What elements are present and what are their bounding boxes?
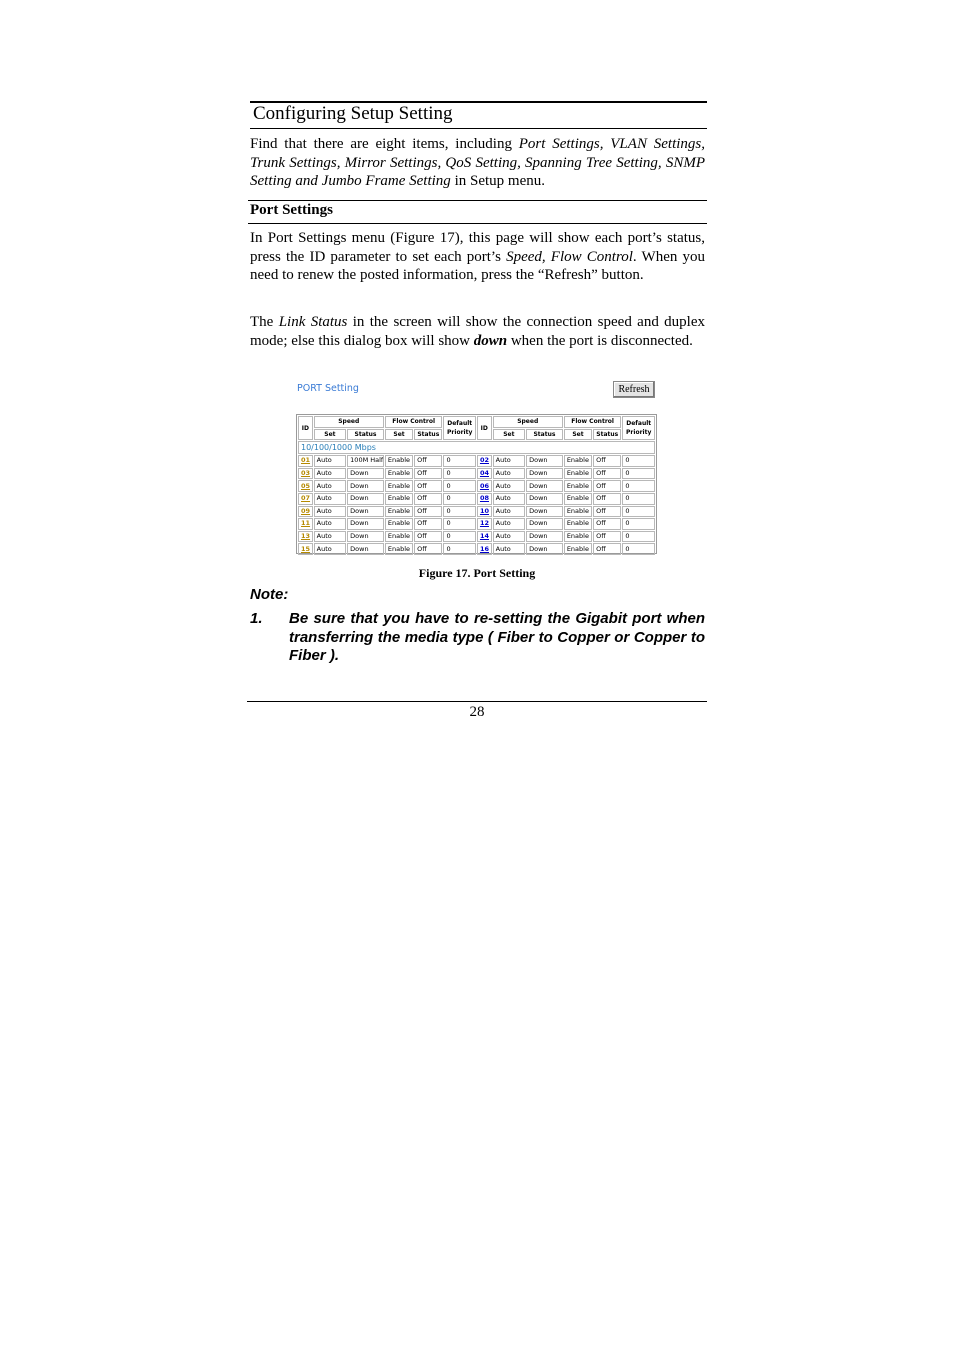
port-cell: Enable [564,531,592,543]
para2-text-b: in the screen will show the connection speed and duplex mode; else this dialog box will show [250,314,706,349]
port-cell: Enable [385,506,413,518]
port-settings-paragraph [250,229,705,285]
port-cell: 0 [443,493,476,505]
subsection-title: Port Settings [250,202,333,218]
port-cell: Enable [385,543,413,555]
band-label: 10/100/1000 Mbps [298,441,655,454]
port-id-link[interactable]: 04 [479,469,489,478]
port-cell: Down [526,468,563,480]
port-cell: Down [347,468,384,480]
port-cell: Down [347,493,384,505]
port-cell: Down [347,518,384,530]
figure-caption: Figure 17. Port Setting [418,566,536,580]
port-id-cell[interactable] [477,455,492,467]
port-cell: 0 [622,543,655,555]
port-id-cell[interactable] [477,480,492,492]
port-id-link[interactable]: 06 [479,481,489,490]
port-cell: 0 [622,480,655,492]
port-cell: Down [526,480,563,492]
port-id-link[interactable]: 16 [479,544,489,553]
port-id-link[interactable]: 02 [479,456,489,465]
intro-items: Port Settings, VLAN Settings, Trunk Settings, Mirror Settings, QoS Setting, Spanning Tree Setting, SNMP Setting and Jumbo Frame Setting [250,136,705,190]
port-cell: Off [414,493,442,505]
port-cell: Enable [564,480,592,492]
header-row-1 [298,416,655,428]
port-cell: Auto [314,543,347,555]
port-cell: Off [593,543,621,555]
port-cell: 0 [443,506,476,518]
table-row [298,455,655,467]
port-cell: Auto [314,468,347,480]
port-cell: Off [593,480,621,492]
subhead-top-rule [248,200,707,201]
port-cell: Auto [314,455,347,467]
port-cell: 0 [443,531,476,543]
header-flow-status: Status [414,429,442,441]
header-flow-set: Set [385,429,413,441]
port-cell: Enable [564,518,592,530]
port-id-cell[interactable] [477,493,492,505]
port-cell: 0 [443,480,476,492]
port-cell: Auto [493,531,526,543]
port-cell: Off [414,480,442,492]
title-bottom-rule [250,128,707,129]
header-id: ID [298,416,313,440]
header-flow-control-2: Flow Control [564,416,622,428]
table-row [298,543,655,555]
port-cell: Off [414,518,442,530]
refresh-button[interactable]: Refresh [613,381,655,398]
header-id-2: ID [477,416,492,440]
para2-text-a: The [250,314,279,330]
port-cell: 0 [622,468,655,480]
table-row [298,493,655,505]
port-id-link[interactable]: 14 [479,532,489,541]
port-cell: Off [414,468,442,480]
table-row [298,506,655,518]
para1-text-a: In Port Settings menu (Figure 17), this page will show each port’s status, press the ID parameter to set each port’s [250,230,705,265]
note-text: Be sure that you have to re-setting the Gigabit port when transferring the media type ( Fiber to Copper or Copper to Fiber ). [289,610,705,665]
header-flow-set-2: Set [564,429,592,441]
port-id-cell[interactable] [477,543,492,555]
port-cell: Off [414,455,442,467]
header-speed-set-2: Set [493,429,526,441]
port-id-link[interactable]: 13 [301,532,311,541]
port-cell: Enable [564,506,592,518]
port-cell: Off [593,506,621,518]
port-cell: Enable [385,493,413,505]
port-rows [298,455,655,555]
port-cell: Auto [493,480,526,492]
port-cell: Down [526,493,563,505]
header-speed-status-2: Status [526,429,563,441]
port-cell: Off [593,468,621,480]
port-id-cell[interactable] [298,480,313,492]
port-cell: Off [414,506,442,518]
port-id-cell[interactable] [298,468,313,480]
port-id-link[interactable]: 11 [301,519,311,528]
port-id-link[interactable]: 01 [301,456,311,465]
subhead-bottom-rule [248,223,707,224]
port-id-link[interactable]: 05 [301,481,311,490]
port-cell: Auto [314,480,347,492]
port-id-cell[interactable] [477,506,492,518]
table-row [298,531,655,543]
port-cell: Auto [314,506,347,518]
port-id-cell[interactable] [477,468,492,480]
port-table [296,414,657,554]
port-cell: Auto [493,468,526,480]
para1-text-b: . When you need to renew the posted information, press the “Refresh” button. [250,248,705,284]
para2-down: down [473,332,508,349]
port-cell: Down [347,543,384,555]
section-title: Configuring Setup Setting [253,103,453,124]
port-cell: 0 [622,531,655,543]
port-cell: Enable [385,455,413,467]
port-id-cell[interactable] [298,531,313,543]
port-cell: Down [347,506,384,518]
port-cell: Down [526,518,563,530]
port-cell: Auto [314,531,347,543]
header-default-priority-2: Default Priority [622,416,655,440]
header-speed: Speed [314,416,384,428]
port-cell: Down [526,455,563,467]
port-cell: 0 [443,543,476,555]
header-speed-2: Speed [493,416,563,428]
port-cell: 0 [622,493,655,505]
port-cell: Down [526,531,563,543]
port-cell: Enable [385,468,413,480]
port-cell: Off [593,493,621,505]
port-cell: Down [526,506,563,518]
port-cell: Down [347,531,384,543]
port-cell: Auto [314,518,347,530]
note-number: 1. [250,610,263,627]
port-cell: Enable [385,518,413,530]
port-cell: 0 [443,455,476,467]
port-id-link[interactable]: 12 [479,519,489,528]
port-cell: Enable [564,455,592,467]
header-default-priority: Default Priority [443,416,476,440]
port-cell: Off [593,518,621,530]
port-id-cell[interactable] [477,518,492,530]
port-id-link[interactable]: 09 [301,506,311,515]
port-cell: Enable [385,480,413,492]
port-cell: Auto [493,506,526,518]
port-cell: Off [414,531,442,543]
port-settings-table [297,415,656,556]
port-cell: 0 [443,518,476,530]
para2-text-c: when the port is disconnected. [507,332,693,349]
port-cell: 0 [443,468,476,480]
link-status-paragraph [250,313,705,350]
page-number: 28 [469,704,485,720]
port-cell: Auto [493,493,526,505]
port-cell: Auto [314,493,347,505]
port-cell: Down [526,543,563,555]
intro-text-b: in Setup menu. [450,173,545,190]
port-cell: 0 [622,518,655,530]
port-setting-title: PORT Setting [297,383,359,394]
port-id-link[interactable]: 07 [301,494,311,503]
port-cell: Enable [385,531,413,543]
table-row [298,480,655,492]
footer-rule [247,701,707,702]
port-id-cell[interactable] [298,506,313,518]
port-cell: 0 [622,455,655,467]
port-cell: Auto [493,518,526,530]
port-cell: Enable [564,543,592,555]
port-id-link[interactable]: 08 [479,494,489,503]
port-id-link[interactable]: 15 [301,544,311,553]
port-cell: Auto [493,543,526,555]
table-row [298,468,655,480]
intro-paragraph [250,135,705,191]
header-flow-control: Flow Control [385,416,443,428]
para2-italic: Link Status [278,314,348,330]
header-flow-status-2: Status [593,429,621,441]
port-id-cell[interactable] [477,531,492,543]
port-id-link[interactable]: 10 [479,506,489,515]
band-row [298,441,655,454]
port-cell: Enable [564,493,592,505]
header-speed-set: Set [314,429,347,441]
port-cell: Off [414,543,442,555]
port-id-cell[interactable] [298,518,313,530]
port-id-link[interactable]: 03 [301,469,311,478]
header-speed-status: Status [347,429,384,441]
table-row [298,518,655,530]
port-id-cell[interactable] [298,543,313,555]
port-cell: 0 [622,506,655,518]
note-heading: Note: [250,586,289,603]
port-cell: Off [593,455,621,467]
port-cell: 100M Half [347,455,384,467]
port-cell: Off [593,531,621,543]
port-cell: Auto [493,455,526,467]
para1-italic: Speed, Flow Control [506,248,633,265]
port-id-cell[interactable] [298,455,313,467]
intro-text-a: Find that there are eight items, including [250,136,519,152]
port-cell: Enable [564,468,592,480]
port-cell: Down [347,480,384,492]
port-id-cell[interactable] [298,493,313,505]
